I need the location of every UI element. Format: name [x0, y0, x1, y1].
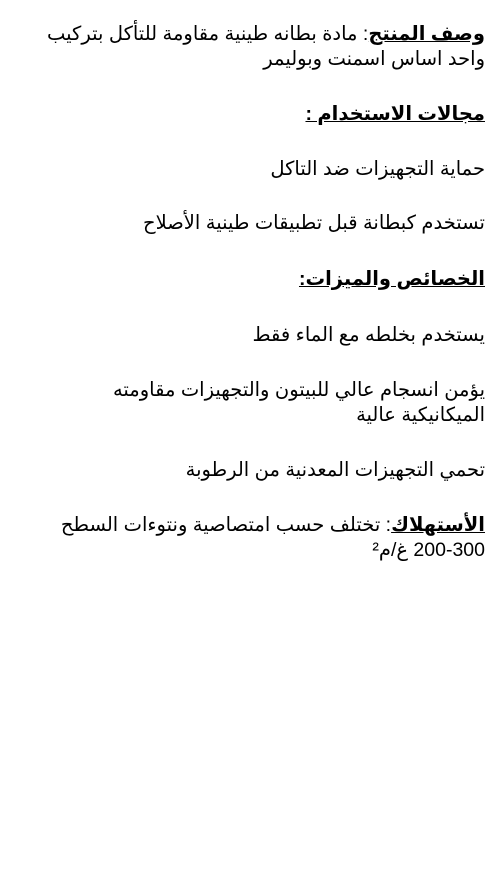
features-heading: الخصائص والميزات: — [298, 268, 485, 290]
product-description — [26, 22, 485, 72]
uses-item-1: حماية التجهيزات ضد التاكل — [270, 158, 485, 180]
consumption-amount: 200-300 غ/م² — [372, 539, 485, 561]
features-item-1: يستخدم بخلطه مع الماء فقط — [252, 324, 485, 346]
consumption-text: : تختلف حسب امتصاصية ونتوءات السطح — [60, 514, 392, 536]
uses-heading: مجالات الاستخدام : — [305, 103, 485, 125]
description-label: وصف المنتج — [368, 23, 485, 45]
features-item-2: يؤمن انسجام عالي للبيتون والتجهيزات مقاومته الميكانيكية عالية — [112, 379, 485, 426]
consumption — [26, 513, 485, 563]
description-text: : مادة بطانه طينية مقاومة للتأكل بتركيب واحد اساس اسمنت وبوليمر — [47, 23, 485, 70]
product-datasheet — [26, 22, 485, 563]
features-item-3: تحمي التجهيزات المعدنية من الرطوبة — [185, 459, 485, 481]
consumption-label: الأستهلاك — [391, 514, 485, 536]
uses-item-2: تستخدم كبطانة قبل تطبيقات طينية الأصلاح — [143, 212, 485, 234]
